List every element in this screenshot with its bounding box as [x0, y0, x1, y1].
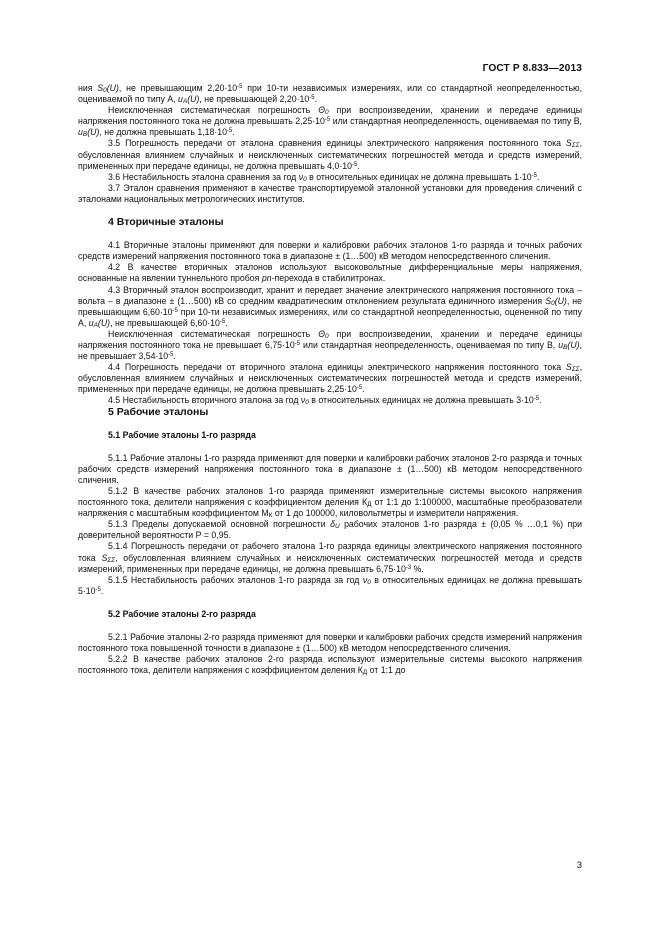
- document-header: ГОСТ Р 8.833—2013: [482, 63, 582, 74]
- paragraph: 3.7 Эталон сравнения применяют в качестве транспортируемой эталонной установки для проведения сличений с эталонами национальных метрологических институтов.: [78, 182, 582, 204]
- paragraph: 5.1.4 Погрешность передачи от рабочего эталона 1-го разряда единицы электрического напряжения постоянного тока $S_{\Sigma\Sigma}$, обусловленная влиянием случайных и неисключенных систематических погрешностей метода и средств измерений, примененных при передаче единицы, не должна превышать $6,75\cdot 10^{-3}$ %.: [78, 541, 582, 574]
- spacer: [78, 597, 582, 609]
- subsection-heading: 5.2 Рабочие эталоны 2-го разряда: [108, 608, 256, 619]
- spacer: [78, 441, 582, 453]
- section-heading: 4 Вторичные эталоны: [108, 216, 224, 229]
- spacer: [78, 620, 582, 632]
- paragraph: ния $S_0(U)$, не превышающим $2,20\cdot 10^{-5}$ при 10-ти независимых измерениях, или со стандартной неопределенностью, оцениваемой по типу А, $u_A(U)$, не превышающей $2,20\cdot 10^{-5}$.: [78, 83, 583, 106]
- paragraph: Неисключенная систематическая погрешность $\Theta_0$ при воспроизведении, хранении и передаче единицы напряжения постоянного тока не превышает $6,75\cdot 10^{-5}$ или стандартная неопределенность, оцениваемая по типу В, $u_B(U)$, не превышает $3,54\cdot 10^{-5}$.: [78, 328, 582, 362]
- paragraph: 5.1.5 Нестабильность рабочих эталонов 1-го разряда за год $\nu_0$ в относительных единицах не должна превышать $5\cdot 10^{-5}$.: [78, 574, 582, 596]
- page-number: 3: [576, 860, 582, 871]
- paragraph: 5.2.2 В качестве рабочих эталонов 2-го разряда используют измерительные системы высокого напряжения постоянного тока, делители напряжения с коэффициентом деления $К_Д$ от 1:1 до: [78, 654, 582, 677]
- paragraph: 3.5 Погрешность передачи от эталона сравнения единицы электрического напряжения постоянного тока $S_{\Sigma\Sigma}$, обусловленная влиянием случайных и неисключенных систематических погрешностей метода и средств измерений, примененных при передаче единицы, не должна превышать $4,0\cdot 10^{-5}$.: [78, 138, 582, 171]
- paragraph: 5.1.2 В качестве рабочих эталонов 1-го разряда применяют измерительные системы высокого напряжения постоянного тока, делители напряжения с коэффициентом деления $К_Д$ от 1:1 до 1:100000, масштабные преобразователи напряжения с масштабным коэффициентом $М_К$ от 1 до 100000, киловольтметры и измерители напряжения.: [78, 486, 582, 520]
- paragraph: 5.1.1 Рабочие эталоны 1-го разряда применяют для поверки и калибровки рабочих эталонов 2-го разряда и точных рабочих средств измерений напряжения постоянного тока в диапазоне ± (1…500) кВ методом непосредственного сличения.: [78, 452, 582, 485]
- paragraph: 3.6 Нестабильность эталона сравнения за год $\nu_0$ в относительных единицах не должна превышать $1\cdot 10^{-5}$.: [108, 171, 540, 183]
- paragraph: 4.2 В качестве вторичных эталонов используют высоковольтные дифференциальные меры напряжения, основанные на явлении туннельного пробоя pn-перехода в стабилитронах.: [78, 262, 582, 284]
- paragraph: Неисключенная систематическая погрешность $\Theta_0$ при воспроизведении, хранении и передаче единицы напряжения постоянного тока не должна превышать $2,25\cdot 10^{-5}$ или стандартная неопределенность, оцениваемая по типу В, $u_B(U)$, не должна превышать $1,18\cdot 10^{-5}$.: [78, 105, 582, 139]
- spacer: [78, 228, 582, 240]
- spacer: [78, 418, 582, 430]
- section-heading: 5 Рабочие эталоны: [108, 405, 209, 418]
- paragraph: 4.4 Погрешность передачи от вторичного эталона единицы электрического напряжения постоянного тока $S_{\Sigma\Sigma}$, обусловленная влиянием случайных и неисключенных систематических погрешностей метода и средств измерений, примененных при передаче единицы, не должна превышать $2,25\cdot 10^{-5}$.: [78, 362, 582, 395]
- paragraph: 5.1.3 Пределы допускаемой основной погрешности $\delta_U$ рабочих эталонов 1-го разряда ± (0,05 % …0,1 %) при доверительной вероятности Р = 0,95.: [78, 519, 582, 541]
- document-body: [78, 83, 582, 676]
- subsection-heading: 5.1 Рабочие эталоны 1-го разряда: [108, 429, 256, 440]
- paragraph: 4.1 Вторичные эталоны применяют для поверки и калибровки рабочих эталонов 1-го разряда и точных рабочих средств измерений напряжения постоянного тока в диапазоне ± (1…500) кВ методом непосредственного сличения.: [78, 240, 582, 262]
- paragraph: 4.3 Вторичный эталон воспроизводит, хранит и передает значение электрического напряжения постоянного тока – вольта – в диапазоне ± (1…500) кВ со средним квадратическим отклонением результата единичного измерения $S_0(U)$, не превышающим $6,60\cdot 10^{-5}$ при 10-ти независимых измерениях, или со стандартной неопределенностью, оцененной по типу А, $u_A(U)$, не превышающей $6,60\cdot 10^{-5}$.: [78, 284, 583, 329]
- paragraph: 5.2.1 Рабочие эталоны 2-го разряда применяют для поверки и калибровки рабочих средств измерений напряжения постоянного тока повышенной точности в диапазоне ± (1…500) кВ методом непосредственного сличения.: [78, 632, 582, 654]
- paragraph: 4.5 Нестабильность вторичного эталона за год $\nu_0$ в относительных единицах не должна превышать $3\cdot 10^{-5}$.: [108, 395, 542, 407]
